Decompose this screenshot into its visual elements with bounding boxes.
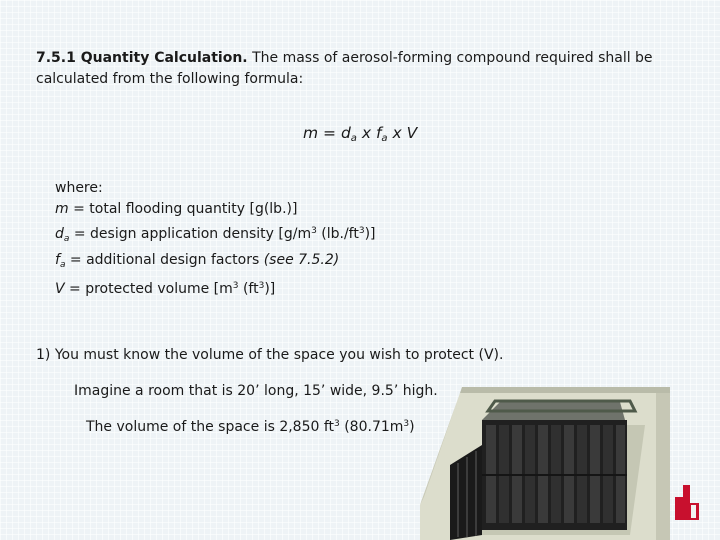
logo-step-left <box>675 497 683 520</box>
room-right-wall <box>656 393 670 540</box>
where-label: where: <box>55 180 103 196</box>
formula-da-sub: a <box>350 133 357 144</box>
section-number-title: 7.5.1 Quantity Calculation. <box>36 50 248 66</box>
formula-fa-sub: a <box>381 133 388 144</box>
formula-m: m <box>303 124 319 142</box>
definition-fa <box>55 250 376 276</box>
volume-text-1: The volume of the space is 2,850 ft <box>86 419 335 435</box>
definition-m <box>55 199 376 220</box>
section-intro-2: calculated from the following formula: <box>36 71 304 87</box>
da-sup-1: 3 <box>311 225 317 236</box>
da-text-1: = design application density [g/m <box>69 225 312 242</box>
room-wall-edge <box>460 387 670 393</box>
fa-reference: (see 7.5.2) <box>263 251 340 268</box>
section-intro-line-2 <box>36 69 303 89</box>
fa-sub: a <box>59 259 66 270</box>
v-sup-1: 3 <box>232 281 239 292</box>
logo-notch <box>691 505 696 518</box>
fa-symbol: f <box>55 251 60 268</box>
volume-sup-2: 3 <box>403 419 410 429</box>
volume-text-3: ) <box>409 419 415 435</box>
v-text-3: )] <box>264 281 276 298</box>
formula-x1: x f <box>356 124 382 142</box>
definition-da <box>55 221 376 250</box>
definitions-list <box>55 178 376 300</box>
formula-eq: = d <box>318 124 351 142</box>
brand-logo <box>672 485 702 520</box>
m-symbol: m <box>55 201 69 218</box>
formula <box>303 124 417 144</box>
da-sub: a <box>63 233 70 244</box>
section-heading <box>36 48 653 68</box>
formula-x2: x V <box>387 124 418 142</box>
da-text-2: (lb./ft <box>316 225 359 242</box>
volume-text-2: (80.71m <box>339 419 404 435</box>
v-text-1: = protected volume [m <box>64 281 233 298</box>
server-room-illustration <box>420 385 672 540</box>
room-dimensions: Imagine a room that is 20’ long, 15’ wide, 9.5’ high. <box>74 383 438 399</box>
step-1-title: 1) You must know the volume of the space you wish to protect (V). <box>36 347 504 363</box>
m-text: = total flooding quantity [g(lb.)] <box>68 201 298 218</box>
room-volume <box>86 419 415 435</box>
da-text-3: )] <box>364 225 376 242</box>
v-text-2: (ft <box>238 281 259 298</box>
da-sup-2: 3 <box>358 225 365 236</box>
v-symbol: V <box>55 281 65 298</box>
fa-text: = additional design factors <box>65 251 264 268</box>
volume-sup-1: 3 <box>334 419 340 429</box>
da-symbol: d <box>55 225 64 242</box>
definition-v <box>55 276 376 300</box>
v-sup-2: 3 <box>258 281 265 292</box>
section-intro-1: The mass of aerosol-forming compound required shall be <box>252 50 653 66</box>
logo-bar <box>683 485 690 520</box>
